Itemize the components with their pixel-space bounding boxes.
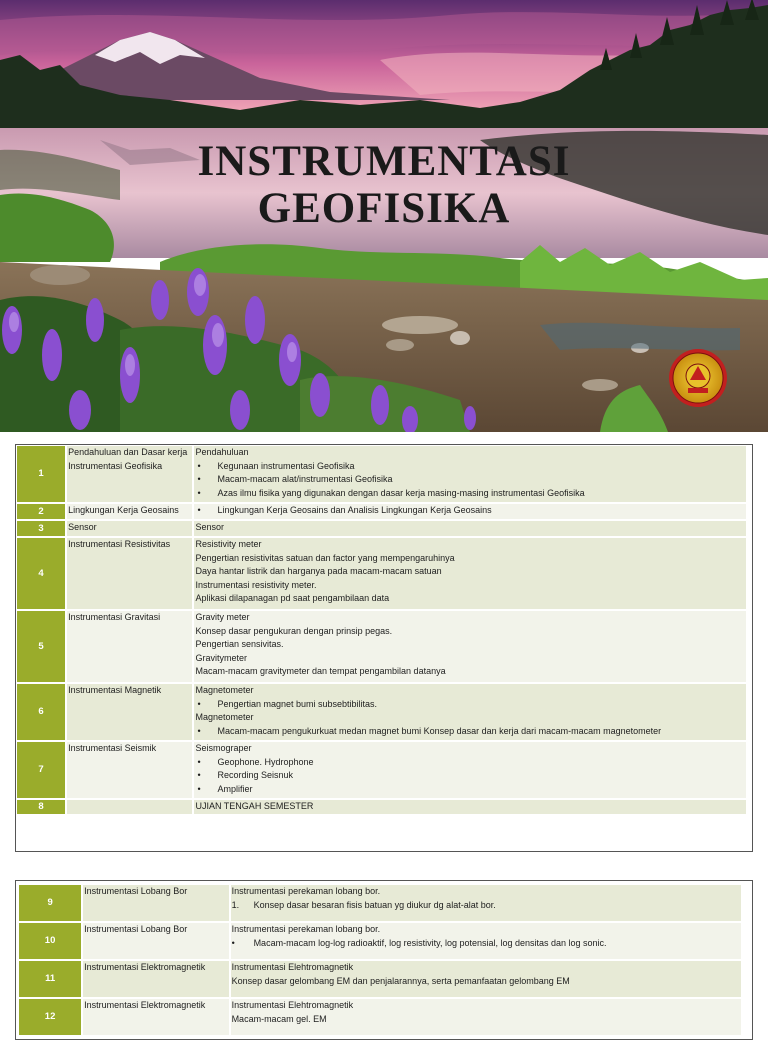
content-heading: UJIAN TENGAH SEMESTER <box>195 801 314 811</box>
content-line: Daya hantar listrik dan harganya pada macam-macam satuan <box>195 566 442 576</box>
content-bullet <box>232 937 740 951</box>
content-heading: Seismograper <box>195 743 252 753</box>
syllabus-slide-1 <box>15 444 753 852</box>
topic-cell: Instrumentasi Elektromagnetik <box>83 999 228 1035</box>
topic-cell <box>67 800 192 814</box>
content-bullet: • Pengertian magnet bumi subsebtibilitas. <box>195 698 745 712</box>
content-bullet: • Macam-macam alat/instrumentasi Geofisika <box>195 473 745 487</box>
week-number: 12 <box>19 999 81 1035</box>
table-row <box>17 446 746 502</box>
content-heading: Instrumentasi perekaman lobang bor. <box>231 924 381 934</box>
topic-cell: Instrumentasi Resistivitas <box>67 538 192 609</box>
topic-cell: Instrumentasi Magnetik <box>67 684 192 740</box>
content-heading: Gravity meter <box>195 612 250 622</box>
topic-cell: Instrumentasi Lobang Bor <box>83 923 228 959</box>
content-line: Gravitymeter <box>195 652 247 663</box>
topic-cell: Sensor <box>67 521 192 536</box>
week-number: 10 <box>19 923 81 959</box>
content-cell <box>194 742 746 798</box>
content-line: Konsep dasar pengukuran dengan prinsip pegas. <box>195 625 393 636</box>
content-cell <box>194 684 746 740</box>
week-number: 1 <box>17 446 65 502</box>
content-heading: Resistivity meter <box>195 539 262 549</box>
table-row <box>19 999 741 1035</box>
content-heading: Instrumentasi Elehtromagnetik <box>231 962 354 972</box>
content-line: Macam-macam gravitymeter dan tempat pengambilan datanya <box>195 666 446 676</box>
content-line: Aplikasi dilapanagan pd saat pengambilaan data <box>195 593 390 603</box>
content-heading: Magnetometer <box>195 685 254 695</box>
content-bullet: • Macam-macam pengukurkuat medan magnet bumi Konsep dasar dan kerja dari macam-macam magnetometer <box>195 725 745 739</box>
content-line: Macam-macam gel. EM <box>231 1013 327 1024</box>
content-cell <box>231 961 741 997</box>
week-number: 9 <box>19 885 81 921</box>
content-line: Macam-macam log-log radioaktif, log resistivity, log potensial, log densitas dan log sonic. <box>253 937 607 948</box>
week-number: 2 <box>17 504 65 519</box>
content-cell <box>194 521 746 536</box>
table-row <box>19 961 741 997</box>
content-cell <box>231 999 741 1035</box>
content-line: Konsep dasar gelombang EM dan penjalarannya, serta pemanfaatan gelombang EM <box>231 975 570 986</box>
content-bullet: • Azas ilmu fisika yang digunakan dengan dasar kerja masing-masing instrumentasi Geofisika <box>195 487 745 501</box>
syllabus-slide-2 <box>15 880 753 1040</box>
week-number: 7 <box>17 742 65 798</box>
content-numbered-item <box>232 899 740 913</box>
topic-cell: Instrumentasi Lobang Bor <box>83 885 228 921</box>
content-cell <box>231 923 741 959</box>
table-row <box>19 923 741 959</box>
title-line-1: INSTRUMENTASI <box>197 138 571 185</box>
list-marker: • <box>231 937 235 948</box>
content-bullet: • Lingkungan Kerja Geosains dan Analisis Lingkungan Kerja Geosains <box>195 504 745 518</box>
content-bullet: • Geophone. Hydrophone <box>195 756 745 770</box>
table-row <box>17 504 746 519</box>
content-cell <box>194 611 746 682</box>
table-row <box>17 538 746 609</box>
topic-cell: Instrumentasi Gravitasi <box>67 611 192 682</box>
table-row <box>17 611 746 682</box>
content-cell <box>194 446 746 502</box>
title-slide <box>0 0 768 432</box>
topic-cell: Instrumentasi Elektromagnetik <box>83 961 228 997</box>
week-number: 5 <box>17 611 65 682</box>
table-row <box>17 521 746 536</box>
week-number: 11 <box>19 961 81 997</box>
content-cell <box>231 885 741 921</box>
content-bullet: • Recording Seisnuk <box>195 769 745 783</box>
content-heading: Sensor <box>195 522 224 532</box>
content-line: Instrumentasi resistivity meter. <box>195 579 317 590</box>
content-cell <box>194 504 746 519</box>
content-line: Pengertian sensivitas. <box>195 639 284 649</box>
week-number: 8 <box>17 800 65 814</box>
content-line: Konsep dasar besaran fisis batuan yg diukur dg alat-alat bor. <box>253 899 496 910</box>
week-number: 6 <box>17 684 65 740</box>
syllabus-table-1 <box>15 444 748 816</box>
content-heading: Pendahuluan <box>195 447 249 457</box>
syllabus-table-2 <box>17 883 743 1037</box>
content-line: Magnetometer <box>195 712 254 722</box>
week-number: 3 <box>17 521 65 536</box>
content-line: Pengertian resistivitas satuan dan factor yang mempengaruhinya <box>195 552 455 563</box>
presentation-title <box>0 138 768 232</box>
table-row <box>17 800 746 814</box>
content-bullet: • Amplifier <box>195 783 745 797</box>
content-bullet: • Kegunaan instrumentasi Geofisika <box>195 460 745 474</box>
university-seal-icon <box>668 348 728 408</box>
topic-cell: Instrumentasi Seismik <box>67 742 192 798</box>
title-line-2: GEOFISIKA <box>257 185 511 232</box>
table-row <box>17 742 746 798</box>
week-number: 4 <box>17 538 65 609</box>
content-cell <box>194 538 746 609</box>
table-row <box>19 885 741 921</box>
topic-cell: Pendahuluan dan Dasar kerja Instrumentasi Geofisika <box>67 446 192 502</box>
content-cell <box>194 800 746 814</box>
list-marker: 1. <box>231 899 240 910</box>
content-heading: Instrumentasi Elehtromagnetik <box>231 1000 354 1010</box>
table-row <box>17 684 746 740</box>
topic-cell: Lingkungan Kerja Geosains <box>67 504 192 519</box>
content-heading: Instrumentasi perekaman lobang bor. <box>231 886 381 896</box>
